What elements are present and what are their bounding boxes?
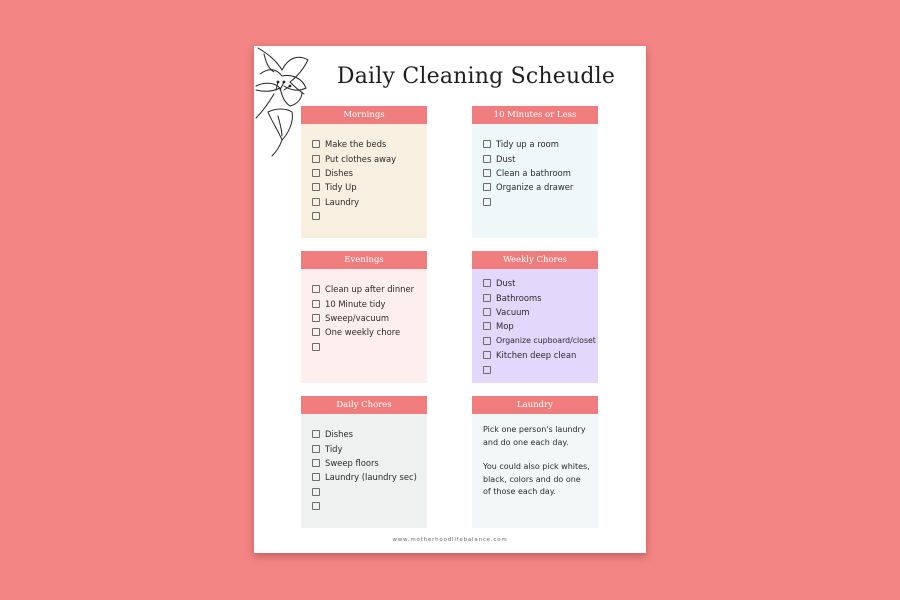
mornings-list [301,124,427,238]
list-item: Sweep floors [312,456,427,470]
list-item: Kitchen deep clean [483,348,598,362]
daily-chores-list [301,414,427,528]
checkbox[interactable] [312,314,320,322]
list-item: Mop [483,319,598,333]
list-item [483,362,598,376]
checkbox[interactable] [483,140,491,148]
list-item: Clean up after dinner [312,282,427,296]
checkbox[interactable] [312,445,320,453]
mornings-header: Mornings [301,106,427,124]
ten-minutes-header: 10 Minutes or Less [472,106,598,124]
list-item: Dishes [312,427,427,441]
checkbox[interactable] [483,183,491,191]
checkbox[interactable] [312,430,320,438]
list-item [483,195,598,209]
laundry-tip-2: You could also pick whites, black, colors and do one of those each day. [483,462,590,497]
list-item: Dust [483,151,598,165]
checkbox[interactable] [312,459,320,467]
list-item [312,485,427,499]
list-item [312,209,427,223]
evenings-list [301,269,427,383]
laundry-header: Laundry [472,396,598,414]
checkbox[interactable] [483,366,491,374]
checkbox[interactable] [312,300,320,308]
list-item: Make the beds [312,137,427,151]
mornings-card [301,106,427,238]
list-item: Tidy Up [312,180,427,194]
list-item: Tidy up a room [483,137,598,151]
list-item: Sweep/vacuum [312,311,427,325]
list-item: Clean a bathroom [483,166,598,180]
list-item [312,340,427,354]
checkbox[interactable] [312,473,320,481]
laundry-tip-1: Pick one person's laundry and do one each day. [483,425,586,447]
list-item: Organize cupboard/closet [483,334,598,348]
checkbox[interactable] [312,140,320,148]
daily-chores-card [301,396,427,528]
laundry-notes [472,414,598,528]
checkbox[interactable] [312,488,320,496]
laundry-text [483,424,598,499]
checkbox[interactable] [312,343,320,351]
checkbox[interactable] [483,337,491,345]
list-item: Vacuum [483,305,598,319]
list-item: Bathrooms [483,290,598,304]
evenings-card [301,251,427,383]
page-title: Daily Cleaning Scheudle [336,64,616,89]
checkbox[interactable] [483,198,491,206]
checkbox[interactable] [312,212,320,220]
checkbox[interactable] [312,285,320,293]
list-item: Laundry (laundry sec) [312,470,427,484]
weekly-chores-list [472,269,598,383]
checkbox[interactable] [312,328,320,336]
checkbox[interactable] [312,183,320,191]
daily-chores-header: Daily Chores [301,396,427,414]
list-item: Put clothes away [312,151,427,165]
checkbox[interactable] [483,294,491,302]
checkbox[interactable] [483,279,491,287]
weekly-chores-header: Weekly Chores [472,251,598,269]
checkbox[interactable] [312,502,320,510]
list-item: Dishes [312,166,427,180]
list-item: 10 Minute tidy [312,296,427,310]
list-item: Tidy [312,441,427,455]
weekly-chores-card [472,251,598,383]
checkbox[interactable] [312,155,320,163]
evenings-header: Evenings [301,251,427,269]
ten-minutes-list [472,124,598,238]
checkbox[interactable] [312,198,320,206]
cleaning-schedule-sheet [254,46,646,553]
list-item: One weekly chore [312,325,427,339]
checkbox[interactable] [483,155,491,163]
list-item: Laundry [312,195,427,209]
checkbox[interactable] [483,308,491,316]
checkbox[interactable] [483,169,491,177]
ten-minutes-card [472,106,598,238]
footer-url: www.motherhoodlifebalance.com [392,537,508,543]
list-item [312,499,427,513]
checkbox[interactable] [483,351,491,359]
list-item: Organize a drawer [483,180,598,194]
list-item: Dust [483,276,598,290]
checkbox[interactable] [312,169,320,177]
laundry-card [472,396,598,528]
checkbox[interactable] [483,322,491,330]
